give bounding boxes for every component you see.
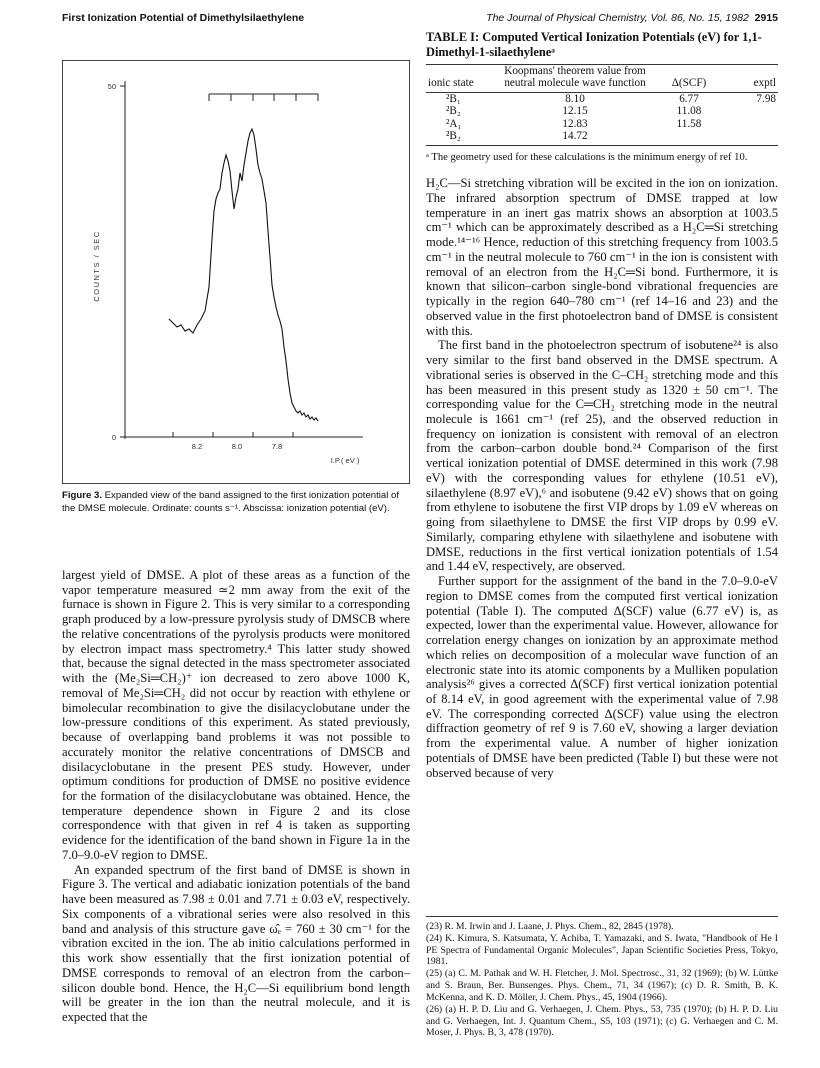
left-column-body xyxy=(62,568,410,1025)
cell-state: ²B₂ xyxy=(426,130,498,145)
table-row xyxy=(426,130,778,145)
spectrum-trace xyxy=(169,129,318,421)
cell-expt: 7.98 xyxy=(756,92,776,105)
y-top-label: 50 xyxy=(107,82,116,91)
cell-expt xyxy=(726,130,778,145)
x-tick-label: 8.0 xyxy=(231,442,243,451)
cell-state: ²B₁ xyxy=(446,92,461,105)
figure-caption xyxy=(62,490,410,515)
table-row xyxy=(426,118,778,131)
figure-caption-text: Expanded view of the band assigned to the first ionization potential of the DMSE molecule. Ordinate: counts s⁻¹. Abscissa: ionization potential (eV). xyxy=(62,490,400,514)
cell-scf: 11.58 xyxy=(676,117,702,130)
reference-item: (26) (a) H. P. D. Liu and G. Verhaegen, J. Chem. Phys., 53, 735 (1970); (b) H. P. D. Liu and G. Verhaegen, Int. J. Quantum Chem., S5, 103 (1971); (c) G. Verhaegen and C. M. Moser, J. Phys. B, 3, 478 (1970). xyxy=(426,1003,778,1039)
x-tick-label: 7.8 xyxy=(271,442,283,451)
table-title: TABLE I: Computed Vertical Ionization Potentials (eV) for 1,1-Dimethyl-1-silaethyleneᵃ xyxy=(426,30,762,59)
cell-koopmans: 14.72 xyxy=(498,130,652,145)
col-header-scf: Δ(SCF) xyxy=(652,64,726,92)
paragraph: The first band in the photoelectron spectrum of isobutene²⁴ is also very similar to the first band observed in the DMSE spectrum. A vibrational series is observed in the C–CH₂ stretching mode and this has been measured in this present study as 1320 ± 50 cm⁻¹. The corresponding value for the C═CH₂ stretching mode in the neutral molecule is 1661 cm⁻¹ (ref 25), and the observed reduction in frequency on ionization is consistent with removal of an electron from the carbon–carbon double bond.²⁴ Comparison of the first vertical ionization potential of DMSE determined in this work (7.98 eV) with the corresponding values for ethylene (10.51 eV), silaethylene (8.97 eV),⁶ and isobutene (9.42 eV) shows that on going from ethylene to isobutene the first VIP drops by 1.09 eV whereas on going from silaethylene to DMSE the first VIP drops by 0.99 eV. Similarly, comparing ethylene with silaethylene and isobutene with DMSE, reductions in the first vertical ionization potentials of 1.54 and 1.44 eV, respectively, are observed. xyxy=(426,338,778,574)
journal-citation: The Journal of Physical Chemistry, Vol. 86, No. 15, 1982 xyxy=(486,12,749,24)
cell-scf: 6.77 xyxy=(679,92,699,105)
spectrum-plot xyxy=(63,61,409,483)
table-header-row xyxy=(426,64,778,92)
reference-item: (23) R. M. Irwin and J. Laane, J. Phys. Chem., 82, 2845 (1978). xyxy=(426,921,674,932)
vibrational-progression-marker xyxy=(209,94,318,101)
cell-koopmans: 8.10 xyxy=(565,92,585,105)
reference-item: (25) (a) C. M. Pathak and W. H. Fletcher, J. Mol. Spectrosc., 31, 32 (1969); (b) W. Lüttke and S. Braun, Ber. Bunsenges. Phys. Chem., 71, 34 (1967); (c) D. R. Smith, B. K. McKenna, and K. D. Möller, J. Chem. Phys., 45, 1904 (1966). xyxy=(426,968,778,1003)
running-header-left: First Ionization Potential of Dimethylsilaethylene xyxy=(62,12,305,24)
paragraph: H₂C—Si stretching vibration will be excited in the ion on ionization. The infrared absorption spectrum of DMSE trapped at low temperature in an inert gas matrix shows an absorption at 1003.5 cm⁻¹ which can be approximately described as a H₂C═Si stretching mode.¹⁴⁻¹⁶ Hence, reduction of this stretching frequency from 1003.5 cm⁻¹ in the neutral molecule to 760 cm⁻¹ in the ion is consistent with removal of an electron from the H₂C═Si bond. Furthermore, it is known that silicon–carbon single-bond vibrational frequencies are typically in the region 640–780 cm⁻¹ (ref 14–16 and 23) and the observed value in the first photoelectron band of DMSE is consistent with this. xyxy=(426,176,778,338)
cell-koopmans: 12.83 xyxy=(562,117,588,130)
y-axis-title: COUNTS / SEC xyxy=(92,230,101,302)
cell-expt xyxy=(726,105,778,118)
cell-scf xyxy=(652,130,726,145)
cell-scf: 11.08 xyxy=(676,105,702,118)
table-1 xyxy=(426,64,778,146)
reference-item: (24) K. Kimura, S. Katsumata, Y. Achiba, T. Yamazaki, and S. Iwata, "Handbook of He I PE Spectra of Fundamental Organic Molecules", Japan Scientific Societies Press, Tokyo, 1981. xyxy=(426,932,778,968)
paragraph: largest yield of DMSE. A plot of these areas as a function of the vapor temperature measured ≃2 mm away from the exit of the furnace is shown in Figure 2. This is very similar to a corresponding graph produced by a low-pressure pyrolysis study of DMSCB where the relative concentrations of the pyrolysis products were monitored by electron impact mass spectrometry.⁴ This latter study showed that, because the signal detected in the mass spectrometer associated with the (Me₂Si═CH₂)⁺ ion decreased to zero above 1000 K, removal of Me₂Si═CH₂ did not occur by reaction with ethylene or bimolecular recombination to give the disilacyclobutane under the low-pressure conditions of this experiment. As stated previously, because of overlapping band problems it was not possible to accurately monitor the relative concentrations of DMSCB and disilacyclobutane in the present PES study. However, under optimum conditions for production of DMSE no positive evidence for the formation of the disilacyclobutane was obtained. Hence, the temperature dependence shown in Figure 2 and its close correspondence with that given in ref 4 is taken as supporting evidence for the identification of the band shown in Figure 1a in the 7.0–9.0-eV region to DMSE. xyxy=(62,568,410,862)
cell-koopmans: 12.15 xyxy=(562,105,588,118)
cell-state: ²A₁ xyxy=(446,117,462,130)
x-axis-title: I.P.( eV ) xyxy=(330,456,360,465)
col-header-koopmans: Koopmans' theorem value from neutral molecule wave function xyxy=(498,64,652,92)
col-header-expt: exptl xyxy=(726,64,778,92)
paragraph: Further support for the assignment of the band in the 7.0–9.0-eV region to DMSE comes from the computed first vertical ionization potential (Table I). The computed Δ(SCF) value (6.77 eV) is, as expected, lower than the experimental value. However, allowance for correlation energy changes on ionization by an approximate method which relies on decomposition of a molecular wave function of an electronic state into its atomic components by a Mulliken population analysis²⁶ gives a corrected Δ(SCF) first vertical ionization potential of 8.14 eV, in good agreement with the experimental value of 7.98 eV. The corresponding corrected Δ(SCF) value using the electron diffraction geometry of ref 9 is 7.60 eV, showing a larger deviation from the experimental value. A number of higher ionization potentials of DMSE have been predicted (Table I) but these were not observed because of very xyxy=(426,574,778,780)
figure-3-frame xyxy=(62,60,410,484)
table-row xyxy=(426,105,778,118)
cell-state: ²B₂ xyxy=(446,105,461,118)
figure-label: Figure 3. xyxy=(62,490,102,501)
running-header-right xyxy=(486,12,778,24)
col-header-state: ionic state xyxy=(426,64,498,92)
x-tick-label: 8.2 xyxy=(191,442,203,451)
right-column xyxy=(426,30,778,780)
y-bottom-label: 0 xyxy=(111,433,116,442)
paragraph: An expanded spectrum of the first band of DMSE is shown in Figure 3. The vertical and adiabatic ionization potentials of the band have been measured as 7.98 ± 0.01 and 7.71 ± 0.03 eV, respectively. Six components of a vibrational series were also resolved in this band and analysis of this structure gave ω̂ₑ = 760 ± 30 cm⁻¹ for the vibration excited in the ion. The ab initio calculations performed in this work show essentially that the first ionization potential of DMSE corresponds to removal of an electron from the carbon–silicon double bond. Hence, the H₂C—Si equilibrium bond length will be greater in the ion than the neutral molecule, and it is expected that the xyxy=(62,862,410,1025)
page-number: 2915 xyxy=(754,12,778,24)
references xyxy=(426,916,778,1039)
table-footnote: ᵃ The geometry used for these calculations is the minimum energy of ref 10. xyxy=(426,152,748,164)
cell-expt xyxy=(726,118,778,131)
table-row xyxy=(426,92,778,105)
